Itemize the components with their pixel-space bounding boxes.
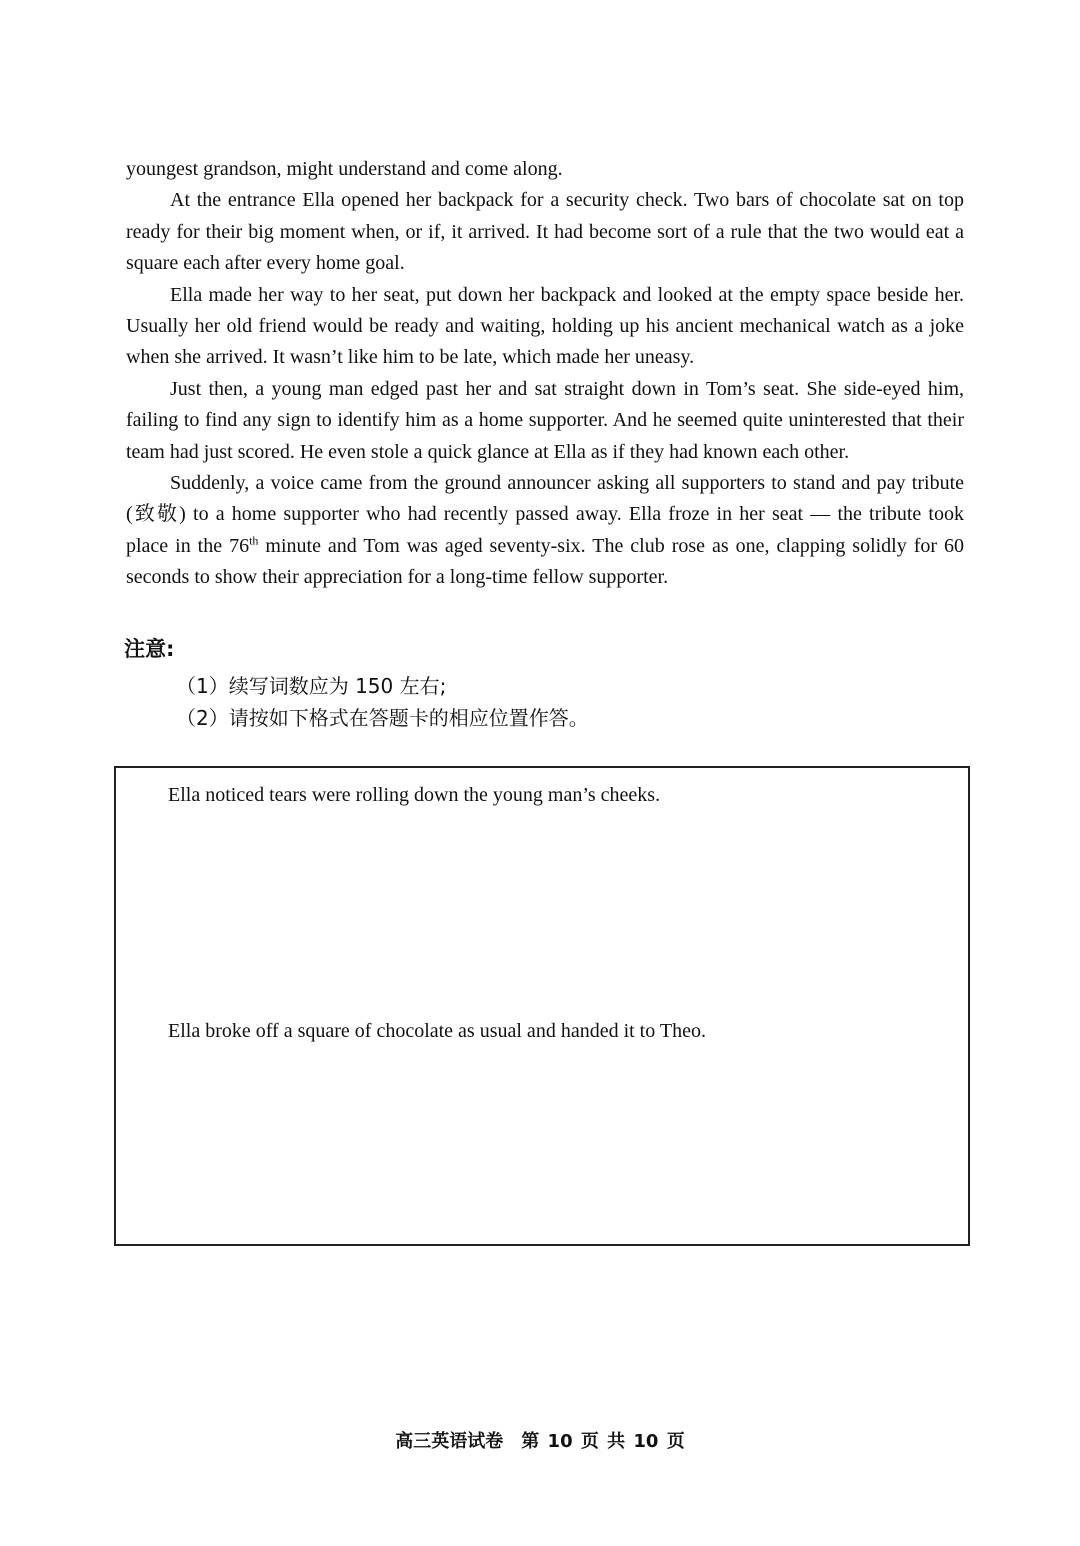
- ordinal-suffix: th: [249, 533, 259, 548]
- story-paragraph-1: youngest grandson, might understand and come along.: [126, 158, 563, 180]
- story-paragraph-5-end: minute and Tom was aged seventy-six. The club rose as one, clapping solidly for 60 seconds to show their appreciation for a long-time fellow supporter.: [126, 534, 964, 589]
- story-paragraph-5-start: Suddenly, a voice came from the ground announcer asking all supporters to stand and pay tribute (致敬) to a home supporter who had recently passed away. Ella froze in her seat — the tribute took place in the 76: [126, 472, 964, 557]
- story-paragraph-3: Ella made her way to her seat, put down her backpack and looked at the empty space beside her. Usually her old friend would be ready and waiting, holding up his ancient mechanical watch as a joke when she arrived. It wasn’t like him to be late, which made her uneasy.: [126, 283, 964, 369]
- show-through-mark: [500, 1380, 960, 1398]
- show-through-mark: [480, 1282, 880, 1300]
- note-answer-format: （2）请按如下格式在答题卡的相应位置作答。: [176, 706, 589, 730]
- note-word-count: （1）续写词数应为 150 左右;: [176, 674, 447, 698]
- notes-title: 注意:: [124, 637, 175, 661]
- show-through-mark: [560, 1350, 920, 1368]
- story-text: [126, 154, 964, 594]
- answer-box: [114, 766, 970, 1246]
- show-through-mark: [520, 1250, 920, 1268]
- story-paragraph-2: At the entrance Ella opened her backpack for a security check. Two bars of chocolate sat on top ready for their big moment when, or if, it arrived. It had become sort of a rule that the two would eat a square each after every home goal.: [126, 189, 964, 275]
- continuation-prompt-2: Ella broke off a square of chocolate as usual and handed it to Theo.: [168, 1020, 706, 1042]
- story-paragraph-5: [126, 468, 964, 594]
- page-footer: 高三英语试卷 第 10 页 共 10 页: [395, 1431, 685, 1452]
- continuation-prompt-1: Ella noticed tears were rolling down the young man’s cheeks.: [168, 784, 661, 806]
- story-paragraph-4: Just then, a young man edged past her and sat straight down in Tom’s seat. She side-eyed him, failing to find any sign to identify him as a home supporter. And he seemed quite uninterested that their team had just scored. He even stole a quick glance at Ella as if they had known each other.: [126, 377, 964, 463]
